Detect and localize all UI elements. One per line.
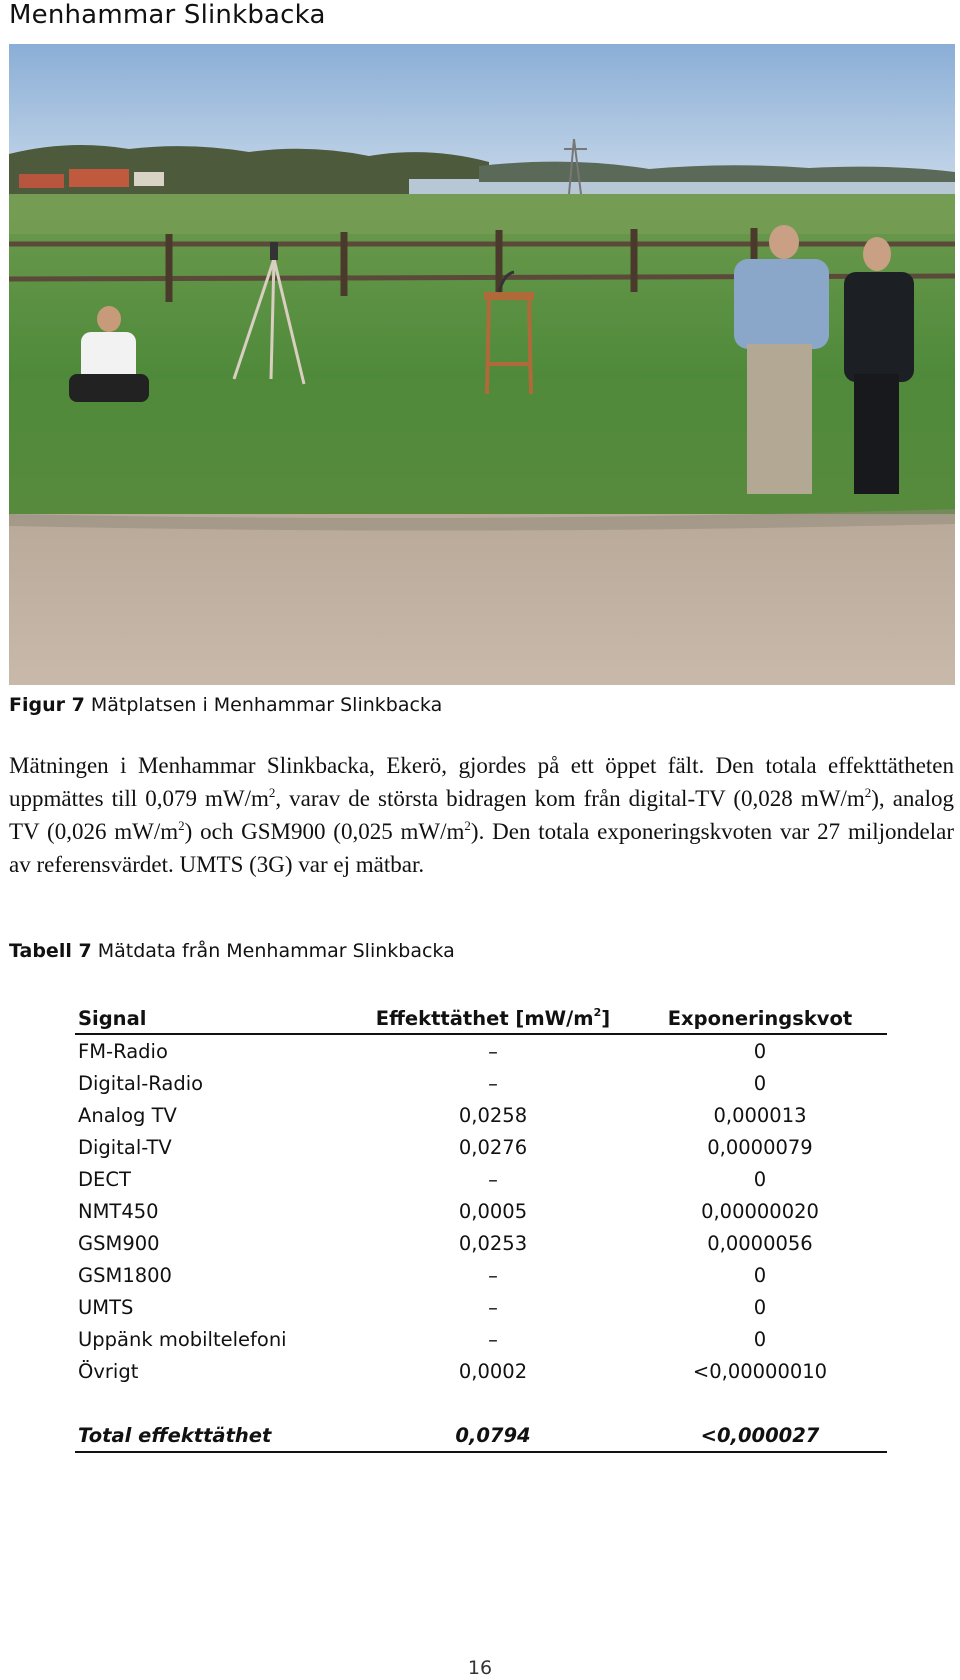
- superscript-2: 2: [864, 785, 872, 800]
- table-row: [75, 1259, 887, 1291]
- body-paragraph: [9, 749, 954, 881]
- cell-density: –: [488, 1071, 498, 1095]
- cell-density: 0,0002: [458, 1359, 528, 1383]
- cell-signal: GSM900: [78, 1231, 160, 1255]
- paragraph-part-2: , varav de största bidragen kom från digital-TV (0,028 mW/m: [275, 786, 865, 811]
- cell-ratio: 0: [753, 1263, 767, 1287]
- table-row: [75, 1227, 887, 1259]
- measurement-table: [75, 998, 887, 1453]
- header-density-sup: 2: [593, 1006, 602, 1019]
- cell-signal: NMT450: [78, 1199, 159, 1223]
- cell-ratio: 0,0000056: [707, 1231, 813, 1255]
- cell-ratio: 0: [753, 1071, 767, 1095]
- table-row: [75, 1323, 887, 1355]
- table-row: [75, 1163, 887, 1195]
- figure-label: Figur 7: [9, 694, 85, 716]
- cell-density: 0,0276: [458, 1135, 528, 1159]
- superscript-2: 2: [178, 818, 185, 833]
- page-heading: Menhammar Slinkbacka: [9, 0, 326, 30]
- total-density: 0,0794: [353, 1419, 633, 1452]
- cell-density: 0,0253: [458, 1231, 528, 1255]
- cell-density: –: [488, 1295, 498, 1319]
- table-caption-text: Mätdata från Menhammar Slinkbacka: [97, 940, 455, 962]
- cell-ratio: 0,000013: [713, 1103, 807, 1127]
- cell-ratio: 0: [753, 1327, 767, 1351]
- cell-density: 0,0005: [458, 1199, 528, 1223]
- header-density-end: ]: [601, 1007, 611, 1030]
- table-caption: [9, 940, 455, 962]
- table-row: [75, 1067, 887, 1099]
- cell-ratio: 0: [753, 1295, 767, 1319]
- total-signal: Total effekttäthet: [75, 1419, 353, 1452]
- header-ratio: Exponeringskvot: [633, 998, 887, 1034]
- cell-ratio: 0,0000079: [707, 1135, 813, 1159]
- table-row: [75, 1131, 887, 1163]
- header-signal: Signal: [75, 998, 353, 1034]
- cell-ratio: <0,00000010: [692, 1359, 828, 1383]
- cell-signal: Digital-TV: [78, 1135, 172, 1159]
- superscript-2: 2: [464, 818, 471, 833]
- cell-signal: DECT: [78, 1167, 131, 1191]
- cell-signal: UMTS: [78, 1295, 134, 1319]
- cell-density: –: [488, 1167, 498, 1191]
- table-row: [75, 1034, 887, 1067]
- figure-caption: [9, 694, 442, 716]
- cell-density: 0,0258: [458, 1103, 528, 1127]
- cell-signal: FM-Radio: [78, 1039, 168, 1063]
- header-density: [353, 998, 633, 1034]
- cell-signal: Uppänk mobiltelefoni: [78, 1327, 287, 1351]
- table-header-row: [75, 998, 887, 1034]
- cell-density: –: [488, 1263, 498, 1287]
- cell-signal: Övrigt: [78, 1359, 139, 1383]
- paragraph-part-1: Mätningen i Menhammar Slinkbacka, Ekerö, gjordes på ett öppet fält. Den totala effekttätheten uppmättes till 0,079 mW/m: [9, 753, 954, 811]
- cell-signal: Analog TV: [78, 1103, 177, 1127]
- spacer-cell: [75, 1387, 887, 1419]
- table-total-row: [75, 1419, 887, 1452]
- table-label: Tabell 7: [9, 940, 92, 962]
- table-row: [75, 1099, 887, 1131]
- cell-ratio: 0: [753, 1039, 767, 1063]
- cell-signal: GSM1800: [78, 1263, 172, 1287]
- page-number: 16: [467, 1657, 493, 1679]
- figure-caption-text: Mätplatsen i Menhammar Slinkbacka: [90, 694, 443, 716]
- cell-ratio: 0: [753, 1167, 767, 1191]
- table-row: [75, 1195, 887, 1227]
- table-row: [75, 1355, 887, 1387]
- table-row: [75, 1291, 887, 1323]
- cell-density: –: [488, 1039, 498, 1063]
- measurement-site-photo: [9, 44, 955, 685]
- cell-ratio: 0,00000020: [701, 1199, 819, 1223]
- superscript-2: 2: [268, 785, 276, 800]
- paragraph-part-4: ) och GSM900 (0,025 mW/m: [184, 819, 465, 844]
- table-spacer-row: [75, 1387, 887, 1419]
- cell-density: –: [488, 1327, 498, 1351]
- total-ratio: <0,000027: [633, 1419, 887, 1452]
- header-density-text: Effekttäthet [mW/m: [375, 1007, 594, 1030]
- paragraph-part-3: ), analog TV (0,026 mW/m: [9, 786, 954, 844]
- cell-signal: Digital-Radio: [78, 1071, 204, 1095]
- paragraph-part-5: ). Den totala exponeringskvoten var 27 miljondelar av referensvärdet. UMTS (3G) var ej mätbar.: [9, 819, 954, 877]
